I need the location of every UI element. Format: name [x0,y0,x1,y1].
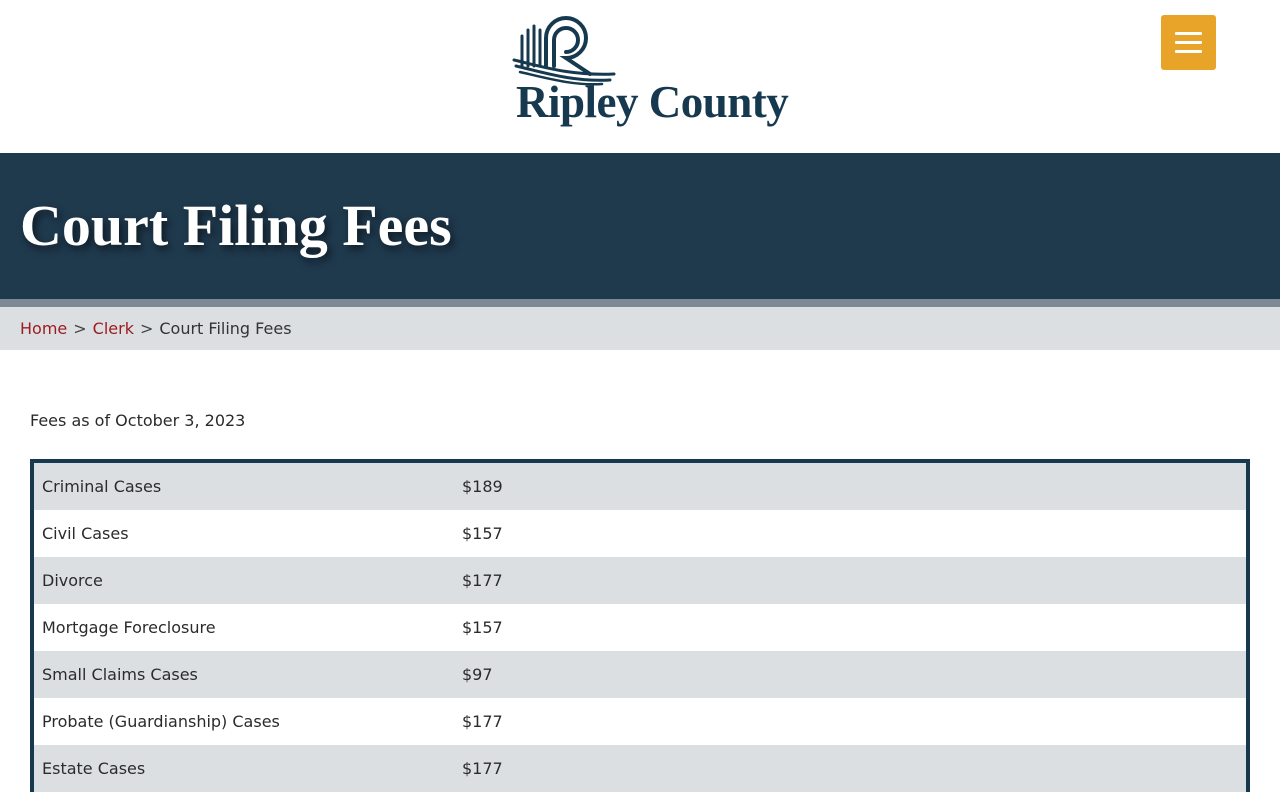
banner-divider [0,299,1280,307]
fee-amount: $177 [462,712,503,731]
table-row [32,510,1248,557]
fee-amount: $157 [462,524,503,543]
table-row [32,745,1248,792]
table-row [32,557,1248,604]
table-row [32,651,1248,698]
fees-table [30,459,1250,792]
hamburger-icon-bar [1175,50,1202,53]
fee-label: Small Claims Cases [42,665,198,684]
breadcrumb-home-link[interactable]: Home [20,319,68,338]
fees-date-note: Fees as of October 3, 2023 [30,411,246,430]
logo-text: Ripley County [516,77,789,127]
hamburger-icon-bar [1175,41,1202,44]
fee-amount: $177 [462,759,503,778]
fee-label: Divorce [42,571,103,590]
fee-label: Civil Cases [42,524,129,543]
breadcrumb-clerk-link[interactable]: Clerk [92,319,134,338]
logo-emblem-icon [510,16,620,86]
page-banner [0,153,1280,299]
breadcrumb-separator: > [139,319,154,338]
fee-label: Estate Cases [42,759,146,778]
site-logo[interactable] [510,16,789,136]
page-title: Court Filing Fees [20,193,452,258]
fee-amount: $189 [462,477,503,496]
menu-button[interactable] [1161,15,1216,70]
fee-label: Criminal Cases [42,477,162,496]
hamburger-icon [1175,32,1202,35]
fee-amount: $157 [462,618,503,637]
breadcrumb-current: Court Filing Fees [159,319,292,338]
main-content [0,350,1280,792]
breadcrumb [0,307,1280,350]
table-row [32,461,1248,510]
fee-amount: $97 [462,665,493,684]
table-row [32,698,1248,745]
site-header [0,0,1280,153]
fee-label: Probate (Guardianship) Cases [42,712,280,731]
table-row [32,604,1248,651]
breadcrumb-separator: > [73,319,87,338]
fee-label: Mortgage Foreclosure [42,618,216,637]
fee-amount: $177 [462,571,503,590]
